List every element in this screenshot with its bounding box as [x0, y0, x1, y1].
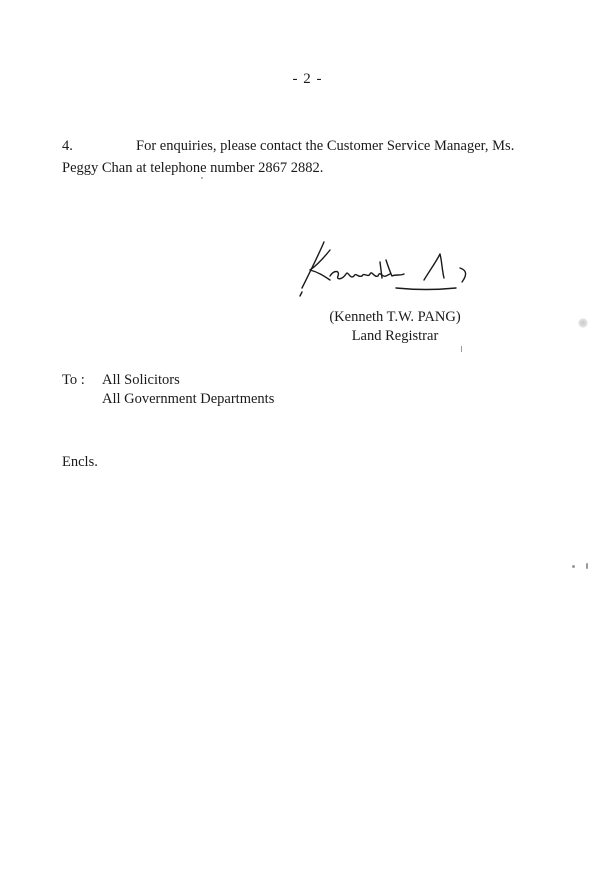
enclosures-note: Encls.	[62, 454, 98, 470]
signer-name: (Kenneth T.W. PANG)	[329, 309, 461, 325]
scan-speck	[572, 565, 575, 568]
scan-speck	[578, 318, 588, 328]
recipient-item: All Government Departments	[102, 391, 275, 407]
scan-speck	[461, 346, 462, 352]
scan-speck	[586, 563, 588, 569]
recipient-item: All Solicitors	[102, 372, 180, 388]
signer-title: Land Registrar	[351, 328, 439, 344]
recipients-block	[62, 371, 274, 409]
scan-speck	[201, 177, 203, 179]
signer-block	[315, 308, 475, 346]
signature-handwriting-text: Kenneth	[296, 223, 351, 240]
paragraph-4	[62, 135, 552, 179]
paragraph-text: For enquiries, please contact the Customer Service Manager, Ms. Peggy Chan at telephone number 2867 2882.	[62, 138, 515, 176]
paragraph-number: 4.	[62, 138, 73, 154]
recipients-label: To :	[62, 372, 85, 388]
page-number: - 2 -	[292, 71, 323, 87]
handwritten-signature	[296, 223, 496, 298]
